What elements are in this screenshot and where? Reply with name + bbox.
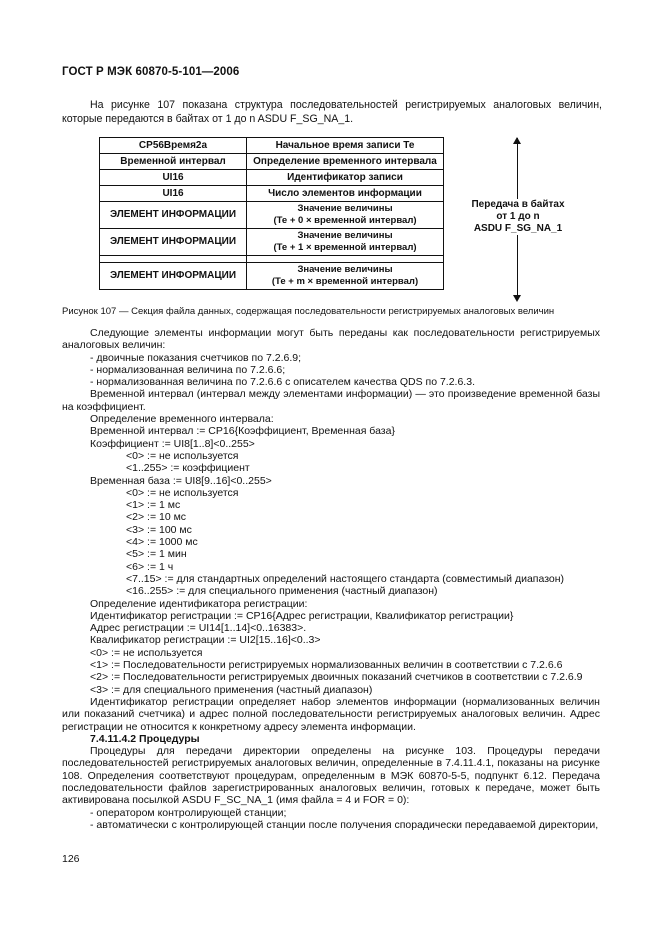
paragraph: Временная база := UI8[9..16]<0..255> [90,474,272,487]
transfer-label-line: Передача в байтах [471,199,565,210]
table-cell: ЭЛЕМЕНТ ИНФОРМАЦИИ [100,202,247,229]
list-item: - оператором контролирующей станции; [90,806,287,819]
arrow-up-icon [513,137,521,144]
paragraph: Идентификатор регистрации определяет набор элементов информации (нормализованных величин или показаний счетчика) и адрес полной последовательности регистрируемых аналоговых величин. Адрес регистрации не относится к конкретному адресу элемента информации. [62,695,600,733]
list-item: <1..255> := коэффициент [126,462,250,475]
table-cell: Число элементов информации [247,186,444,202]
table-row [100,263,444,290]
table-cell [247,256,444,263]
list-item: <1> := 1 мс [126,499,181,512]
value-formula: (Те + 1 × временной интервал) [273,242,417,253]
list-item: <4> := 1000 мс [126,536,198,549]
figure-caption: Рисунок 107 — Секция файла данных, содержащая последовательности регистрируемых аналоговых величин [62,306,555,317]
paragraph: Адрес регистрации := UI14[1..14]<0..16383>. [90,622,307,635]
list-item: - нормализованная величина по 7.2.6.6 с описателем качества QDS по 7.2.6.3. [90,376,475,389]
arrow-down-icon [513,295,521,302]
table-cell [247,263,444,290]
paragraph: Квалификатор регистрации := UI2[15..16]<0..3> [90,634,321,647]
table-row [100,154,444,170]
table-cell: UI16 [100,186,247,202]
table-row [100,202,444,229]
list-item: <0> := не используется [126,449,239,462]
transfer-label-line: от 1 до n [496,211,540,222]
paragraph: Временной интервал := CP16{Коэффициент, Временная база} [90,425,395,438]
document-header: ГОСТ Р МЭК 60870-5-101—2006 [62,66,240,78]
intro-paragraph: На рисунке 107 показана структура последовательностей регистрируемых аналоговых величин, которые передаются в байтах от 1 до n ASDU F_SG_NA_1. [62,99,602,125]
value-label: Значение величины [297,203,393,214]
list-item: <3> := 100 мс [126,523,192,536]
list-item: <6> := 1 ч [126,560,174,573]
table-cell [100,256,247,263]
page-number: 126 [62,853,80,865]
table-cell: ЭЛЕМЕНТ ИНФОРМАЦИИ [100,263,247,290]
table-cell: ЭЛЕМЕНТ ИНФОРМАЦИИ [100,229,247,256]
table-gap-row [100,256,444,263]
paragraph: Процедуры для передачи директории определены на рисунке 103. Процедуры передачи последовательностей регистрируемых аналоговых величин, определенные в 7.4.11.4.1, показаны на рисунке 108. Определения соответствуют процедурам, определенным в МЭК 60870-5-5, подпункт 6.12. Передача последовательности файлов зарегистрированных аналоговых величин, готовых к передаче, может быть активирована посылкой ASDU F_SC_NA_1 (имя файла = 4 и FOR = 0): [62,745,600,807]
table-row [100,170,444,186]
list-item: <2> := 10 мс [126,511,187,524]
list-item: <5> := 1 мин [126,548,187,561]
table-cell: Определение временного интервала [247,154,444,170]
table-cell [247,202,444,229]
table-cell [247,229,444,256]
list-item: <0> := не используется [126,486,239,499]
list-item: <3> := для специального применения (частный диапазон) [90,683,373,696]
list-item: <16..255> := для специального применения (частный диапазон) [126,585,438,598]
table-row [100,186,444,202]
value-formula: (Те + 0 × временной интервал) [273,215,417,226]
table-cell: CP56Время2a [100,138,247,154]
transfer-label-line: ASDU F_SG_NA_1 [473,223,563,234]
figure-107-table [99,137,444,290]
paragraph: Временной интервал (интервал между элементами информации) — это произведение временной базы на коэффициент. [62,388,600,413]
paragraph: Определение идентификатора регистрации: [90,597,308,610]
table-row [100,229,444,256]
value-formula: (Те + m × временной интервал) [271,276,419,287]
paragraph: Следующие элементы информации могут быть переданы как последовательности регистрируемых аналоговых величин: [62,327,600,352]
list-item: - двоичные показания счетчиков по 7.2.6.9; [90,351,302,364]
paragraph: Коэффициент := UI8[1..8]<0..255> [90,437,255,450]
paragraph: Идентификатор регистрации := CP16{Адрес регистрации, Квалификатор регистрации} [90,609,514,622]
value-label: Значение величины [297,230,393,241]
table-cell: Идентификатор записи [247,170,444,186]
list-item: <7..15> := для стандартных определений настоящего стандарта (совместимый диапазон) [126,572,565,585]
list-item: <0> := не используется [90,646,203,659]
list-item: <2> := Последовательности регистрируемых двоичных показаний счетчиков в соответствии с 7.2.6.9 [90,671,583,684]
body-text [62,327,600,831]
list-item: <1> := Последовательности регистрируемых нормализованных величин в соответствии с 7.2.6.6 [90,659,563,672]
paragraph: Определение временного интервала: [90,413,274,426]
table-row [100,138,444,154]
table-cell: Временной интервал [100,154,247,170]
value-label: Значение величины [297,264,393,275]
list-item: - нормализованная величина по 7.2.6.6; [90,363,286,376]
section-heading: 7.4.11.4.2 Процедуры [90,732,200,745]
table-cell: UI16 [100,170,247,186]
table-cell: Начальное время записи Те [247,138,444,154]
list-item: - автоматически с контролирующей станции после получения спорадически передаваемой директории, [90,818,599,831]
transfer-label [466,199,570,235]
